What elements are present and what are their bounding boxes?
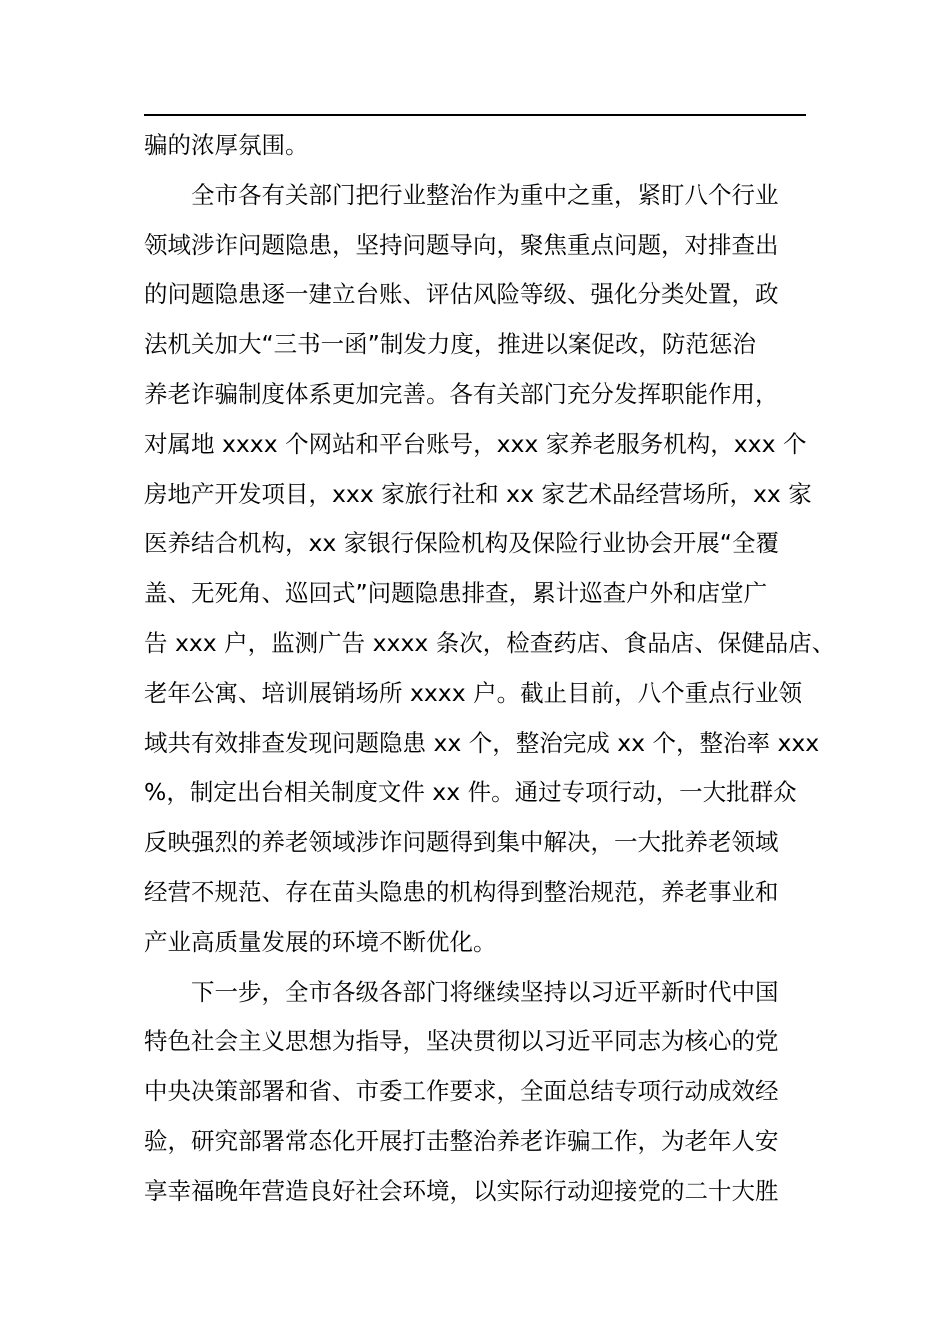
text-line: 享幸福晚年营造良好社会环境，以实际行动迎接党的二十大胜 bbox=[144, 1176, 779, 1205]
document-body bbox=[144, 121, 836, 1217]
text-line: 房地产开发项目，xxx 家旅行社和 xx 家艺术品经营场所，xx 家 bbox=[144, 479, 812, 508]
text-line: 的问题隐患逐一建立台账、评估风险等级、强化分类处置，政 bbox=[144, 280, 779, 309]
text-line: 对属地 xxxx 个网站和平台账号，xxx 家养老服务机构，xxx 个 bbox=[144, 429, 807, 458]
text-line: 领域涉诈问题隐患，坚持问题导向，聚焦重点问题，对排查出 bbox=[144, 230, 779, 259]
text-line: 养老诈骗制度体系更加完善。各有关部门充分发挥职能作用， bbox=[144, 379, 779, 408]
text-line: 特色社会主义思想为指导，坚决贯彻以习近平同志为核心的党 bbox=[144, 1027, 779, 1056]
text-line: %，制定出台相关制度文件 xx 件。通过专项行动，一大批群众 bbox=[144, 778, 797, 807]
text-line: 老年公寓、培训展销场所 xxxx 户。截止目前，八个重点行业领 bbox=[144, 678, 803, 707]
paragraph-start-line: 下一步，全市各级各部门将继续坚持以习近平新时代中国 bbox=[191, 977, 779, 1006]
text-line: 反映强烈的养老领域涉诈问题得到集中解决，一大批养老领域 bbox=[144, 828, 779, 857]
text-line: 中央决策部署和省、市委工作要求，全面总结专项行动成效经 bbox=[144, 1077, 779, 1106]
text-line: 经营不规范、存在苗头隐患的机构得到整治规范，养老事业和 bbox=[144, 877, 779, 906]
text-line: 盖、无死角、巡回式”问题隐患排查，累计巡查户外和店堂广 bbox=[144, 579, 768, 608]
text-line: 告 xxx 户，监测广告 xxxx 条次，检查药店、食品店、保健品店、 bbox=[144, 628, 836, 657]
text-line: 医养结合机构，xx 家银行保险机构及保险行业协会开展“全覆 bbox=[144, 529, 779, 558]
text-line: 域共有效排查发现问题隐患 xx 个，整治完成 xx 个，整治率 xxx bbox=[144, 728, 820, 757]
text-line: 验，研究部署常态化开展打击整治养老诈骗工作，为老年人安 bbox=[144, 1126, 779, 1155]
header-rule bbox=[144, 114, 806, 116]
text-line: 产业高质量发展的环境不断优化。 bbox=[144, 927, 497, 956]
text-line: 法机关加大“三书一函”制发力度，推进以案促改，防范惩治 bbox=[144, 330, 756, 359]
paragraph-start-line: 全市各有关部门把行业整治作为重中之重，紧盯八个行业 bbox=[191, 180, 779, 209]
text-line: 骗的浓厚氛围。 bbox=[144, 131, 309, 159]
